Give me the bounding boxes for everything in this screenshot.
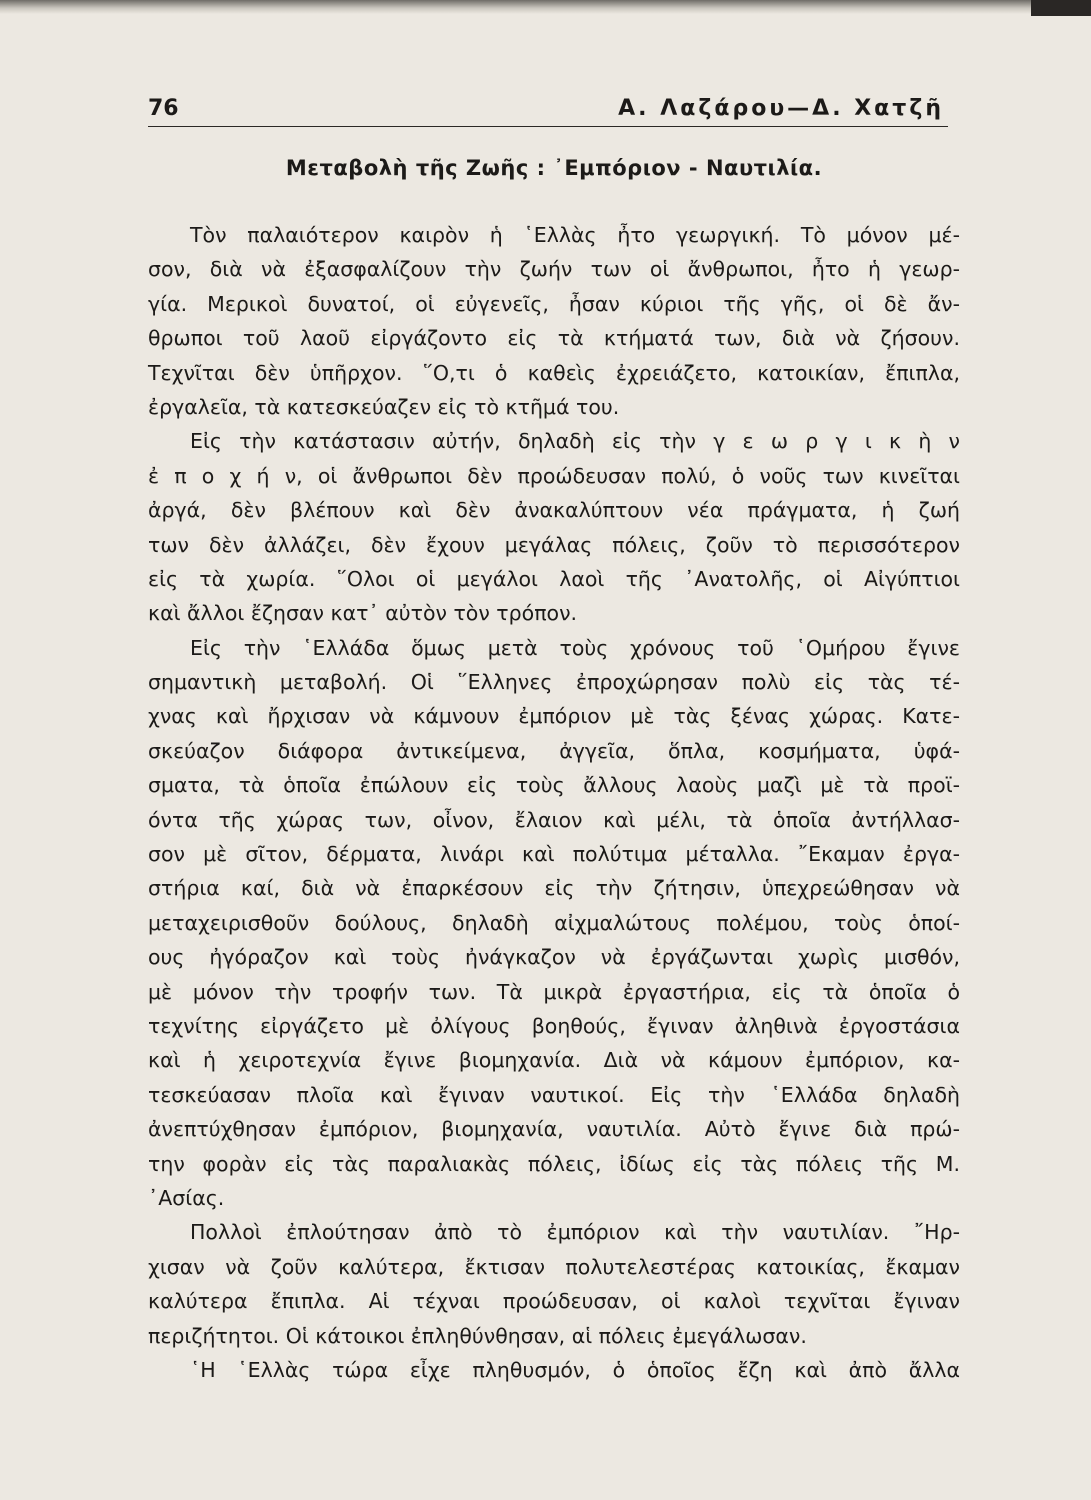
chapter-title: Μεταβολὴ τῆς Ζωῆς : ᾿Εμπόριον - Ναυτιλία. <box>285 156 823 180</box>
text-line: σκεύαζον διάφορα ἀντικείμενα, ἀγγεῖα, ὅπλα, κοσμήματα, ὑφά- <box>148 738 960 763</box>
text-line: θρωποι τοῦ λαοῦ εἰργάζοντο εἰς τὰ κτήματά των, διὰ νὰ ζήσουν. <box>148 326 960 351</box>
text-line: μὲ μόνον τὴν τροφήν των. Τὰ μικρὰ ἐργαστήρια, εἰς τὰ ὁποῖα ὁ <box>148 979 960 1004</box>
text-line: σον μὲ σῖτον, δέρματα, λινάρι καὶ πολύτιμα μέταλλα. ῎Εκαμαν ἐργα- <box>148 842 960 867</box>
running-head-authors: Α. Λαζάρου—Δ. Χατζῆ <box>618 96 944 121</box>
text-line: εἰς τὰ χωρία. ῞Ολοι οἱ μεγάλοι λαοὶ τῆς ᾿Ανατολῆς, οἱ Αἰγύπτιοι <box>148 566 960 591</box>
text-line: ᾿Ασίας. <box>148 1185 225 1210</box>
text-line: καλύτερα ἔπιπλα. Αἱ τέχναι προώδευσαν, οἱ καλοὶ τεχνῖται ἔγιναν <box>148 1289 960 1314</box>
text-line: ῾Η ῾Ελλὰς τώρα εἶχε πληθυσμόν, ὁ ὁποῖος ἔζη καὶ ἀπὸ ἄλλα <box>190 1357 960 1382</box>
running-header <box>148 96 948 127</box>
text-line: στήρια καί, διὰ νὰ ἐπαρκέσουν εἰς τὴν ζήτησιν, ὑπεχρεώθησαν νὰ <box>148 876 960 901</box>
text-line: σματα, τὰ ὁποῖα ἐπώλουν εἰς τοὺς ἄλλους λαοὺς μαζὶ μὲ τὰ προϊ- <box>148 773 960 798</box>
text-line: χισαν νὰ ζοῦν καλύτερα, ἔκτισαν πολυτελεστέρας κατοικίας, ἔκαμαν <box>148 1254 960 1279</box>
text-line: τεσκεύασαν πλοῖα καὶ ἔγιναν ναυτικοί. Εἰς τὴν ῾Ελλάδα δηλαδὴ <box>148 1082 960 1107</box>
text-line: καὶ ἡ χειροτεχνία ἔγινε βιομηχανία. Διὰ νὰ κάμουν ἐμπόριον, κα- <box>148 1048 960 1073</box>
text-line: χνας καὶ ἤρχισαν νὰ κάμνουν ἐμπόριον μὲ τὰς ξένας χώρας. Κατε- <box>148 704 960 729</box>
text-line: μεταχειρισθοῦν δούλους, δηλαδὴ αἰχμαλώτους πολέμου, τοὺς ὁποί- <box>148 910 960 935</box>
text-line: Εἰς τὴν ῾Ελλάδα ὅμως μετὰ τοὺς χρόνους τοῦ ῾Ομήρου ἔγινε <box>190 635 960 660</box>
text-line: γία. Μερικοὶ δυνατοί, οἱ εὐγενεῖς, ἦσαν κύριοι τῆς γῆς, οἱ δὲ ἄν- <box>148 291 960 316</box>
text-line: ἀνεπτύχθησαν ἐμπόριον, βιομηχανία, ναυτιλία. Αὐτὸ ἔγινε διὰ πρώ- <box>148 1117 960 1142</box>
text-line: σημαντικὴ μεταβολή. Οἱ ῞Ελληνες ἐπροχώρησαν πολὺ εἰς τὰς τέ- <box>148 670 960 695</box>
text-line: σον, διὰ νὰ ἐξασφαλίζουν τὴν ζωήν των οἱ ἄνθρωποι, ἦτο ἡ γεωρ- <box>148 257 960 282</box>
text-line: τεχνίτης εἰργάζετο μὲ ὀλίγους βοηθούς, ἔγιναν ἀληθινὰ ἐργοστάσια <box>148 1013 960 1038</box>
text-line: την φορὰν εἰς τὰς παραλιακὰς πόλεις, ἰδίως εἰς τὰς πόλεις τῆς Μ. <box>148 1151 960 1176</box>
page-corner-shadow <box>1031 0 1091 16</box>
text-line: Εἰς τὴν κατάστασιν αὐτήν, δηλαδὴ εἰς τὴν γ ε ω ρ γ ι κ ὴ ν <box>190 429 960 454</box>
text-line: όντα τῆς χώρας των, οἶνον, ἔλαιον καὶ μέλι, τὰ ὁποῖα ἀντήλλασ- <box>148 807 960 832</box>
text-line: ἐργαλεῖα, τὰ κατεσκεύαζεν εἰς τὸ κτῆμά του. <box>148 394 620 419</box>
text-line: περιζήτητοι. Οἱ κάτοικοι ἐπληθύνθησαν, αἱ πόλεις ἐμεγάλωσαν. <box>148 1323 807 1348</box>
text-line: των δὲν ἀλλάζει, δὲν ἔχουν μεγάλας πόλεις, ζοῦν τὸ περισσότερον <box>148 532 960 557</box>
text-line: ἐ π ο χ ή ν, οἱ ἄνθρωποι δὲν προώδευσαν πολύ, ὁ νοῦς των κινεῖται <box>148 463 960 488</box>
text-line: Πολλοὶ ἐπλούτησαν ἀπὸ τὸ ἐμπόριον καὶ τὴν ναυτιλίαν. ῎Ηρ- <box>190 1220 960 1245</box>
text-line: Τὸν παλαιότερον καιρὸν ἡ ῾Ελλὰς ἦτο γεωργική. Τὸ μόνον μέ- <box>190 223 960 247</box>
body-text <box>148 218 960 1387</box>
text-line: ους ἠγόραζον καὶ τοὺς ἠνάγκαζον νὰ ἐργάζωνται χωρὶς μισθόν, <box>148 945 960 970</box>
page-top-shadow <box>0 0 1091 14</box>
text-line: ἀργά, δὲν βλέπουν καὶ δὲν ἀνακαλύπτουν νέα πράγματα, ἡ ζωή <box>148 498 960 523</box>
text-line: Τεχνῖται δὲν ὑπῆρχον. ῞Ο,τι ὁ καθεὶς ἐχρειάζετο, κατοικίαν, ἔπιπλα, <box>148 360 960 385</box>
text-line: καὶ ἄλλοι ἔζησαν κατ᾿ αὐτὸν τὸν τρόπον. <box>148 601 578 626</box>
page-number: 76 <box>148 96 179 121</box>
